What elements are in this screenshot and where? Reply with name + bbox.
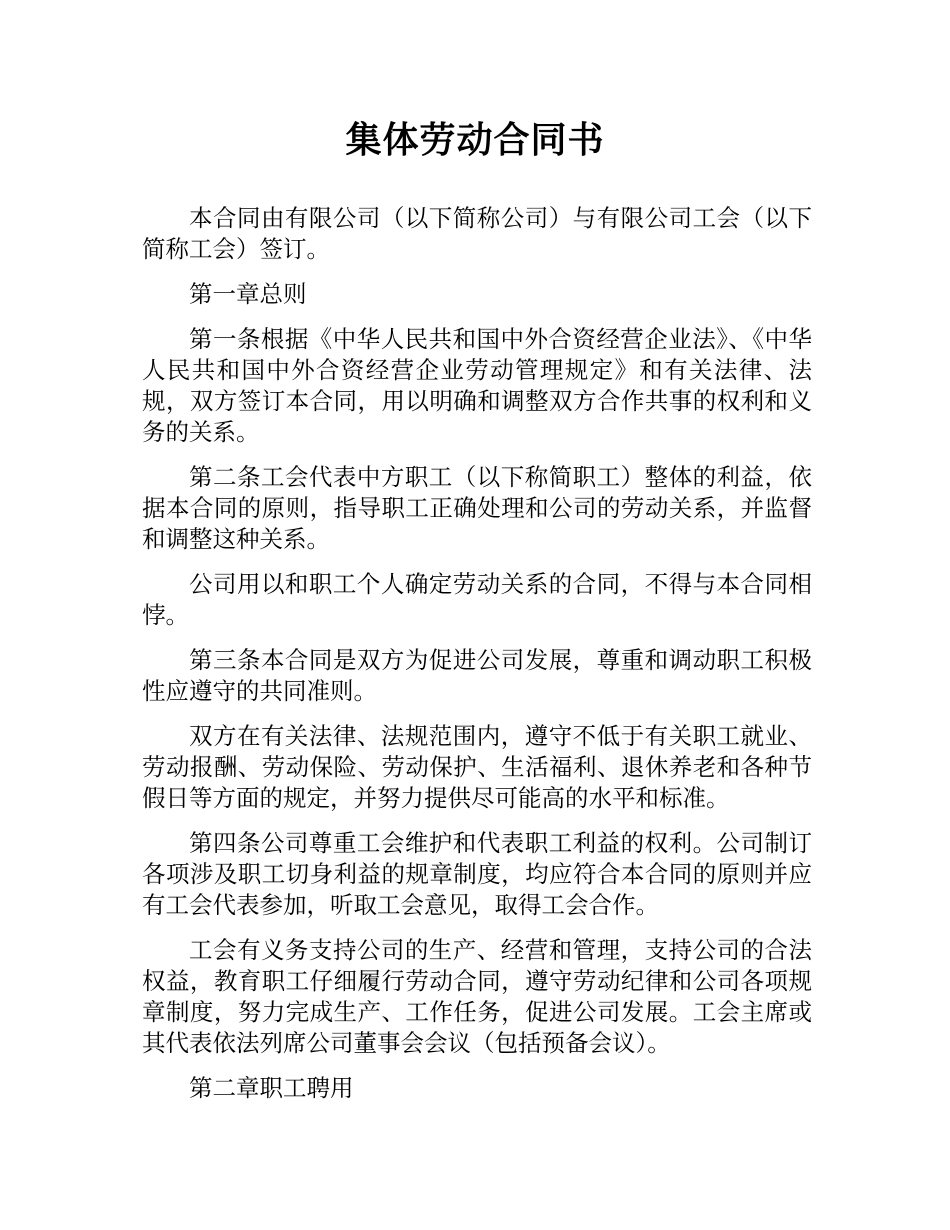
article-3: 第三条本合同是双方为促进公司发展，尊重和调动职工积极性应遵守的共同准则。 (142, 646, 812, 705)
article-2-clause: 公司用以和职工个人确定劳动关系的合同，不得与本合同相悖。 (142, 570, 812, 629)
chapter-heading-2: 第二章职工聘用 (189, 1074, 354, 1102)
article-4: 第四条公司尊重工会维护和代表职工利益的权利。公司制订各项涉及职工切身利益的规章制度，均应符合本合同的原则并应有工会代表参加，听取工会意见，取得工会合作。 (142, 829, 812, 919)
article-1: 第一条根据《中华人民共和国中外合资经营企业法》、《中华人民共和国中外合资经营企业劳动管理规定》和有关法律、法规，双方签订本合同，用以明确和调整双方合作共事的权利和义务的关系。 (142, 325, 812, 446)
article-2: 第二条工会代表中方职工（以下称简职工）整体的利益，依据本合同的原则，指导职工正确处理和公司的劳动关系，并监督和调整这种关系。 (142, 463, 812, 553)
document-body (142, 203, 812, 1118)
chapter-heading-1: 第一章总则 (189, 280, 307, 308)
article-4-clause: 工会有义务支持公司的生产、经营和管理，支持公司的合法权益，教育职工仔细履行劳动合同，遵守劳动纪律和公司各项规章制度，努力完成生产、工作任务，促进公司发展。工会主席或其代表依法列席公司董事会会议（包括预备会议）。 (142, 936, 812, 1057)
paragraph-intro: 本合同由有限公司（以下简称公司）与有限公司工会（以下简称工会）签订。 (142, 204, 812, 263)
article-3-clause: 双方在有关法律、法规范围内，遵守不低于有关职工就业、劳动报酬、劳动保险、劳动保护、生活福利、退休养老和各种节假日等方面的规定，并努力提供尽可能高的水平和标准。 (142, 722, 812, 812)
document-title: 集体劳动合同书 (345, 120, 605, 161)
